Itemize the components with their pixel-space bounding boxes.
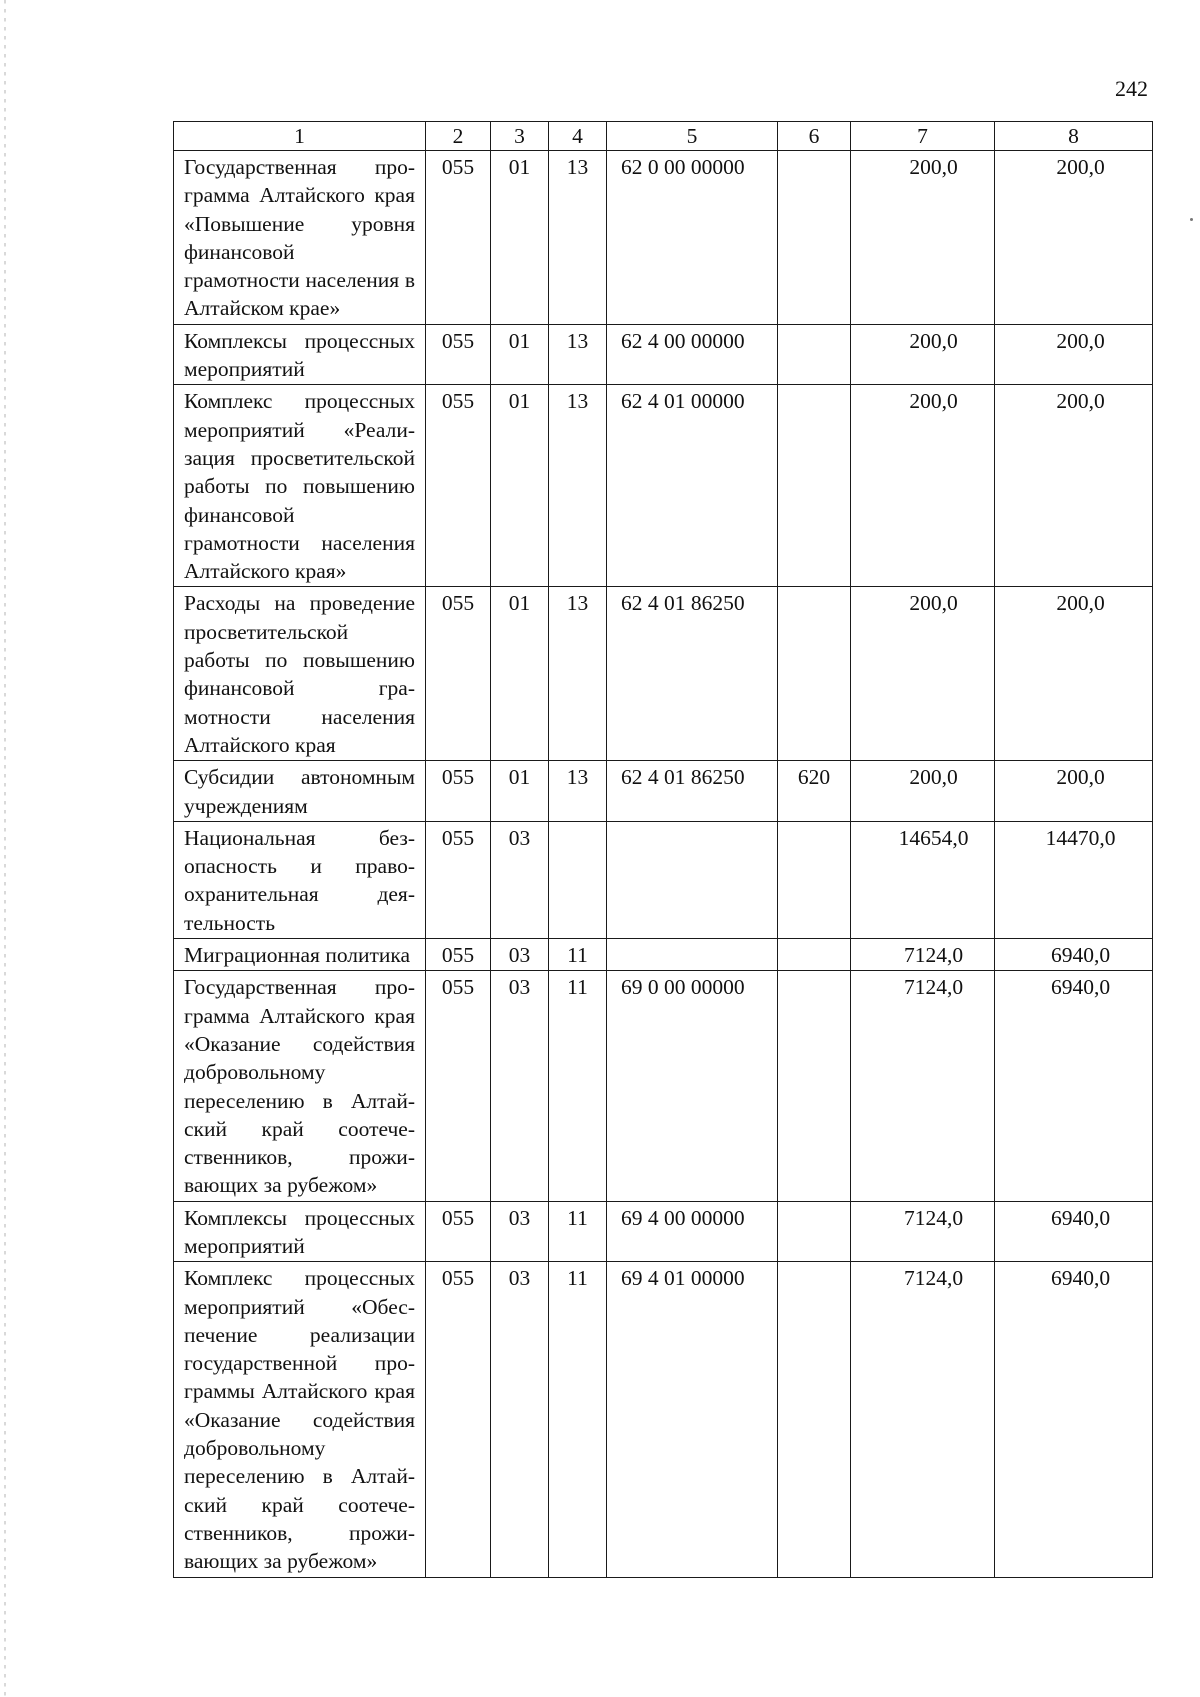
- amount-col7-cell: 7124,0: [851, 1262, 995, 1577]
- subsection-code-cell: 13: [549, 324, 607, 385]
- ministry-code-cell: 055: [426, 324, 491, 385]
- ministry-code-cell: 055: [426, 761, 491, 822]
- item-name-cell: Национальная безопасность и правоохранительная деятельность: [174, 821, 426, 938]
- ministry-code-cell: 055: [426, 1201, 491, 1262]
- ministry-code-cell: 055: [426, 1262, 491, 1577]
- scan-margin-dots: [4, 0, 6, 1697]
- section-code-cell: 03: [491, 1201, 549, 1262]
- item-name-cell: Субсидии автономным учреждениям: [174, 761, 426, 822]
- table-row: [174, 324, 1153, 385]
- amount-col8-cell: 6940,0: [995, 971, 1153, 1201]
- item-name-cell: Миграционная политика: [174, 939, 426, 971]
- section-code-cell: 01: [491, 151, 549, 325]
- table-row: [174, 971, 1153, 1201]
- amount-col7-cell: 200,0: [851, 761, 995, 822]
- ministry-code-cell: 055: [426, 939, 491, 971]
- amount-col8-cell: 6940,0: [995, 1201, 1153, 1262]
- target-article-cell: 62 4 01 00000: [607, 385, 778, 587]
- target-article-cell: 62 4 01 86250: [607, 587, 778, 761]
- expense-type-cell: [778, 385, 851, 587]
- expense-type-cell: [778, 1201, 851, 1262]
- table-row: [174, 939, 1153, 971]
- header-cell: 7: [851, 122, 995, 151]
- subsection-code-cell: 13: [549, 151, 607, 325]
- item-name-cell: Комплекс процессных мероприятий «Обеспечение реализации государственной программы Алтайского края «Оказание содействия добровольному переселению в Алтайский край соотечественников, проживающих за рубежом»: [174, 1262, 426, 1577]
- header-cell: 4: [549, 122, 607, 151]
- table-row: [174, 821, 1153, 938]
- ministry-code-cell: 055: [426, 587, 491, 761]
- section-code-cell: 01: [491, 587, 549, 761]
- budget-table: [173, 121, 1153, 1578]
- amount-col8-cell: 200,0: [995, 151, 1153, 325]
- item-name-cell: Комплекс процессных мероприятий «Реализация просветительской работы по повышению финансовой грамотности населения Алтайского края»: [174, 385, 426, 587]
- section-code-cell: 01: [491, 385, 549, 587]
- header-cell: 2: [426, 122, 491, 151]
- amount-col8-cell: 6940,0: [995, 1262, 1153, 1577]
- target-article-cell: 69 0 00 00000: [607, 971, 778, 1201]
- section-code-cell: 03: [491, 1262, 549, 1577]
- expense-type-cell: [778, 971, 851, 1201]
- ministry-code-cell: 055: [426, 971, 491, 1201]
- item-name-cell: Государственная программа Алтайского края «Оказание содействия добровольному переселению в Алтайский край соотечественников, проживающих за рубежом»: [174, 971, 426, 1201]
- table-body: [174, 151, 1153, 1578]
- header-cell: 3: [491, 122, 549, 151]
- target-article-cell: 62 0 00 00000: [607, 151, 778, 325]
- amount-col8-cell: 14470,0: [995, 821, 1153, 938]
- expense-type-cell: [778, 939, 851, 971]
- expense-type-cell: [778, 324, 851, 385]
- ministry-code-cell: 055: [426, 821, 491, 938]
- table-row: [174, 587, 1153, 761]
- expense-type-cell: [778, 821, 851, 938]
- amount-col7-cell: 7124,0: [851, 939, 995, 971]
- expense-type-cell: [778, 587, 851, 761]
- table-row: [174, 761, 1153, 822]
- amount-col7-cell: 200,0: [851, 587, 995, 761]
- header-cell: 8: [995, 122, 1153, 151]
- section-code-cell: 01: [491, 761, 549, 822]
- scan-speck: [1190, 218, 1193, 221]
- target-article-cell: 62 4 01 86250: [607, 761, 778, 822]
- amount-col7-cell: 200,0: [851, 151, 995, 325]
- target-article-cell: [607, 939, 778, 971]
- target-article-cell: [607, 821, 778, 938]
- subsection-code-cell: 13: [549, 761, 607, 822]
- table-row: [174, 1262, 1153, 1577]
- expense-type-cell: 620: [778, 761, 851, 822]
- table-header: [174, 122, 1153, 151]
- header-cell: 5: [607, 122, 778, 151]
- page-number: 242: [1115, 76, 1148, 101]
- section-code-cell: 03: [491, 939, 549, 971]
- item-name-cell: Расходы на проведение просветительской работы по повышению финансовой грамотности населения Алтайского края: [174, 587, 426, 761]
- table-row: [174, 385, 1153, 587]
- subsection-code-cell: 13: [549, 385, 607, 587]
- subsection-code-cell: 11: [549, 1262, 607, 1577]
- table-row: [174, 151, 1153, 325]
- ministry-code-cell: 055: [426, 385, 491, 587]
- amount-col8-cell: 200,0: [995, 761, 1153, 822]
- header-cell: 1: [174, 122, 426, 151]
- table-row: [174, 1201, 1153, 1262]
- expense-type-cell: [778, 151, 851, 325]
- header-row: [174, 122, 1153, 151]
- section-code-cell: 03: [491, 971, 549, 1201]
- amount-col7-cell: 200,0: [851, 385, 995, 587]
- expense-type-cell: [778, 1262, 851, 1577]
- section-code-cell: 01: [491, 324, 549, 385]
- subsection-code-cell: 11: [549, 971, 607, 1201]
- target-article-cell: 62 4 00 00000: [607, 324, 778, 385]
- ministry-code-cell: 055: [426, 151, 491, 325]
- amount-col8-cell: 6940,0: [995, 939, 1153, 971]
- amount-col7-cell: 7124,0: [851, 1201, 995, 1262]
- target-article-cell: 69 4 00 00000: [607, 1201, 778, 1262]
- amount-col8-cell: 200,0: [995, 587, 1153, 761]
- amount-col7-cell: 14654,0: [851, 821, 995, 938]
- subsection-code-cell: 13: [549, 587, 607, 761]
- amount-col8-cell: 200,0: [995, 324, 1153, 385]
- amount-col8-cell: 200,0: [995, 385, 1153, 587]
- subsection-code-cell: 11: [549, 1201, 607, 1262]
- subsection-code-cell: [549, 821, 607, 938]
- header-cell: 6: [778, 122, 851, 151]
- section-code-cell: 03: [491, 821, 549, 938]
- subsection-code-cell: 11: [549, 939, 607, 971]
- target-article-cell: 69 4 01 00000: [607, 1262, 778, 1577]
- amount-col7-cell: 200,0: [851, 324, 995, 385]
- item-name-cell: Комплексы процессных мероприятий: [174, 324, 426, 385]
- item-name-cell: Комплексы процессных мероприятий: [174, 1201, 426, 1262]
- amount-col7-cell: 7124,0: [851, 971, 995, 1201]
- item-name-cell: Государственная программа Алтайского края «Повышение уровня финансовой грамотности населения в Алтайском крае»: [174, 151, 426, 325]
